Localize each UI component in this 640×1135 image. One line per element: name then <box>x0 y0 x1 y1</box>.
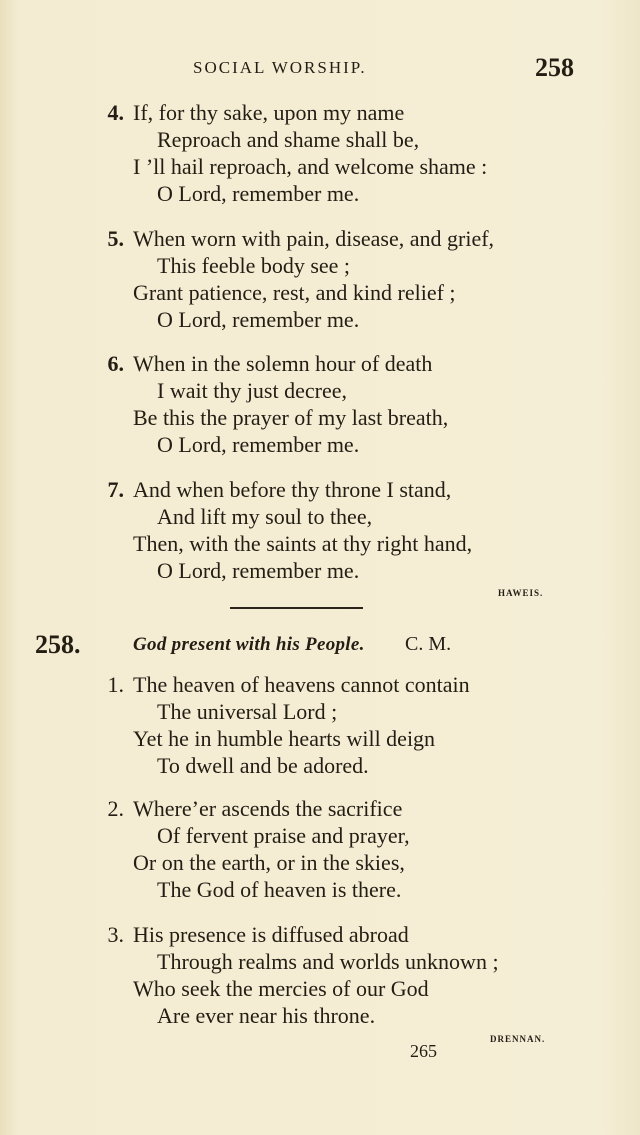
stanza-number: 5. <box>107 226 124 251</box>
verse-line: Through realms and worlds unknown ; <box>157 949 499 974</box>
verse-line: This feeble body see ; <box>157 253 351 278</box>
page-header <box>0 53 640 86</box>
verse-line: The heaven of heavens cannot contain <box>133 672 470 697</box>
verse-line: Then, with the saints at thy right hand, <box>133 531 473 556</box>
stanza-number: 7. <box>107 477 124 502</box>
author-attribution: DRENNAN. <box>490 1034 546 1044</box>
hymn-meter: C. M. <box>405 633 452 655</box>
verse-line: When worn with pain, disease, and grief, <box>133 226 495 251</box>
stanza-number: 4. <box>107 100 124 125</box>
verse-line: I ’ll hail reproach, and welcome shame : <box>133 154 488 179</box>
verse-line: Or on the earth, or in the skies, <box>133 850 405 875</box>
verse-line: When in the solemn hour of death <box>133 351 433 376</box>
verse-line: And lift my soul to thee, <box>157 504 373 529</box>
stanza-number: 3. <box>107 922 124 947</box>
verse-line: Who seek the mercies of our God <box>133 976 429 1001</box>
verse-line: The universal Lord ; <box>157 699 338 724</box>
verse-line: O Lord, remember me. <box>157 181 360 206</box>
verse-line: If, for thy sake, upon my name <box>133 100 405 125</box>
verse-line: O Lord, remember me. <box>157 558 360 583</box>
stanza-number: 1. <box>107 672 124 697</box>
page-number: 258 <box>535 53 574 82</box>
running-title: SOCIAL WORSHIP. <box>193 58 367 77</box>
verse-line: Are ever near his throne. <box>157 1003 376 1028</box>
stanza-number: 2. <box>107 796 124 821</box>
folio-number: 265 <box>410 1041 437 1061</box>
section-divider <box>230 607 363 609</box>
verse-line: Reproach and shame shall be, <box>157 127 420 152</box>
hymn-title: God present with his People. <box>133 634 365 655</box>
verse-line: Be this the prayer of my last breath, <box>133 405 449 430</box>
verse-line: The God of heaven is there. <box>157 877 402 902</box>
verse-line: O Lord, remember me. <box>157 432 360 457</box>
verse-line: To dwell and be adored. <box>157 753 369 778</box>
verse-line: His presence is diffused abroad <box>133 922 409 947</box>
verse-line: And when before thy throne I stand, <box>133 477 452 502</box>
verse-line: Grant patience, rest, and kind relief ; <box>133 280 456 305</box>
stanza-number: 6. <box>107 351 124 376</box>
author-attribution: HAWEIS. <box>498 588 544 598</box>
verse-line: I wait thy just decree, <box>157 378 347 403</box>
hymn-number: 258. <box>35 630 81 659</box>
verse-line: Where’er ascends the sacrifice <box>133 796 403 821</box>
verse-line: O Lord, remember me. <box>157 307 360 332</box>
verse-line: Of fervent praise and prayer, <box>157 823 410 848</box>
verse-line: Yet he in humble hearts will deign <box>133 726 436 751</box>
